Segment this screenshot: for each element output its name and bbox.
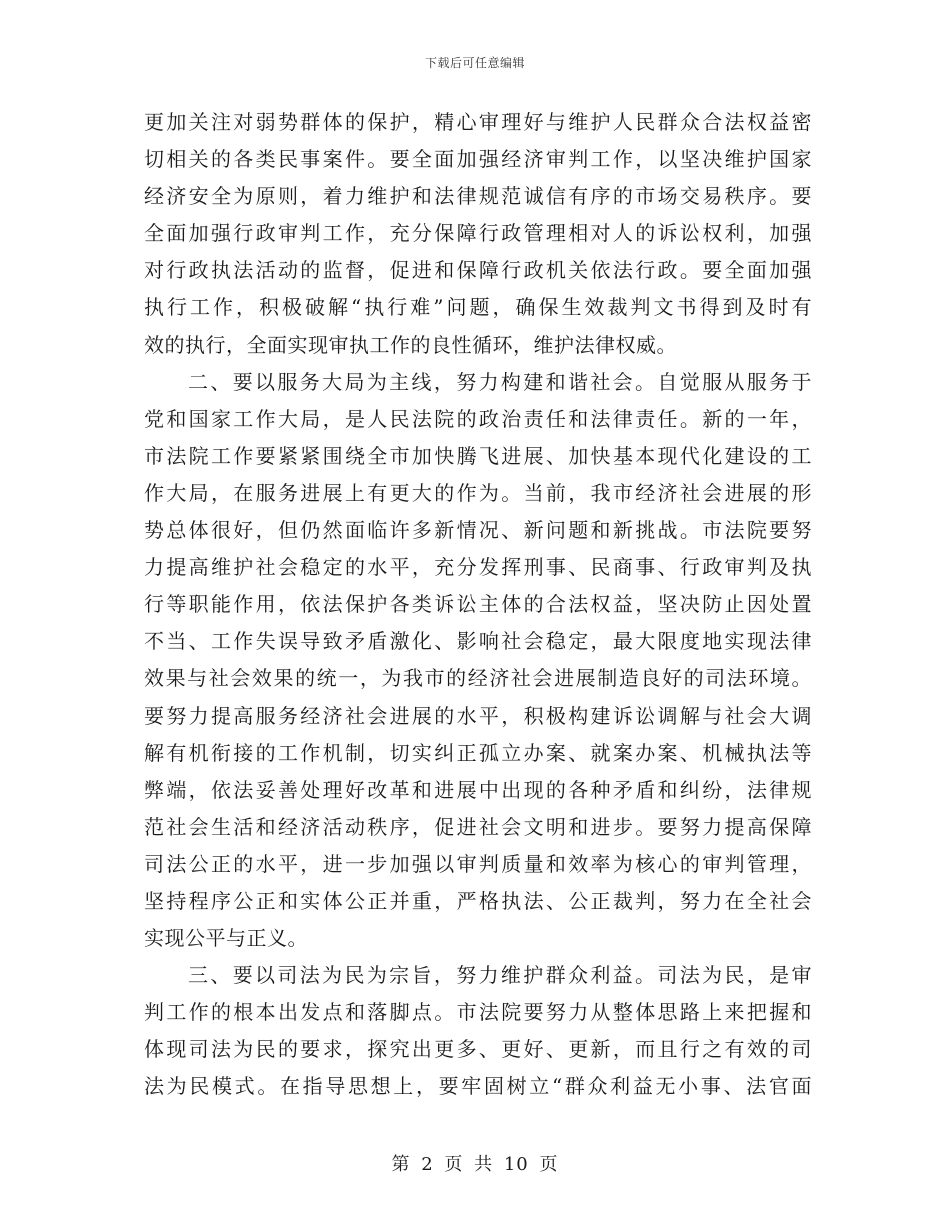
text-line: 全面加强行政审判工作，充分保障行政管理相对人的诉讼权利，加强 (144, 221, 812, 246)
text-line: 市法院工作要紧紧围绕全市加快腾飞进展、加快基本现代化建设的工 (144, 443, 812, 468)
text-line: 切相关的各类民事案件。要全面加强经济审判工作，以坚决维护国家 (144, 147, 812, 172)
text-line: 力提高维护社会稳定的水平，充分发挥刑事、民商事、行政审判及执 (144, 555, 812, 580)
page-header-note: 下载后可任意编辑 (424, 56, 525, 70)
text-line: 不当、工作失误导致矛盾激化、影响社会稳定，最大限度地实现法律 (144, 629, 812, 654)
text-line: 经济安全为原则，着力维护和法律规范诚信有序的市场交易秩序。要 (144, 184, 812, 209)
text-line: 执行工作，积极破解“执行难”问题，确保生效裁判文书得到及时有 (144, 295, 812, 320)
document-body (144, 104, 812, 1106)
text-line: 作大局，在服务进展上有更大的作为。当前，我市经济社会进展的形 (144, 480, 812, 505)
text-line: 对行政执法活动的监督，促进和保障行政机关依法行政。要全面加强 (144, 258, 812, 283)
text-line: 党和国家工作大局，是人民法院的政治责任和法律责任。新的一年， (144, 406, 812, 431)
text-line: 解有机衔接的工作机制，切实纠正孤立办案、就案办案、机械执法等 (144, 740, 812, 765)
text-line: 势总体很好，但仍然面临许多新情况、新问题和新挑战。市法院要努 (144, 518, 812, 543)
text-line: 更加关注对弱势群体的保护，精心审理好与维护人民群众合法权益密 (144, 110, 812, 134)
text-line: 坚持程序公正和实体公正并重，严格执法、公正裁判，努力在全社会 (144, 888, 812, 913)
text-line: 实现公平与正义。 (144, 926, 308, 951)
text-line: 三、要以司法为民为宗旨，努力维护群众利益。司法为民，是审 (188, 963, 812, 988)
text-line: 法为民模式。在指导思想上，要牢固树立“群众利益无小事、法官面 (144, 1074, 812, 1099)
text-line: 弊端，依法妥善处理好改革和进展中出现的各种矛盾和纠纷，法律规 (144, 777, 812, 802)
text-line: 效果与社会效果的统一，为我市的经济社会进展制造良好的司法环境。 (144, 666, 812, 691)
page-number-footer: 第 2 页 共 10 页 (391, 1154, 559, 1175)
text-line: 司法公正的水平，进一步加强以审判质量和效率为核心的审判管理， (144, 851, 812, 876)
text-line: 效的执行，全面实现审执工作的良性循环，维护法律权威。 (144, 332, 677, 357)
text-line: 范社会生活和经济活动秩序，促进社会文明和进步。要努力提高保障 (144, 814, 812, 839)
text-line: 行等职能作用，依法保护各类诉讼主体的合法权益，坚决防止因处置 (144, 592, 812, 617)
text-line: 判工作的根本出发点和落脚点。市法院要努力从整体思路上来把握和 (144, 1000, 812, 1025)
text-line: 二、要以服务大局为主线，努力构建和谐社会。自觉服从服务于 (188, 369, 812, 394)
text-line: 体现司法为民的要求，探究出更多、更好、更新，而且行之有效的司 (144, 1037, 812, 1062)
text-line: 要努力提高服务经济社会进展的水平，积极构建诉讼调解与社会大调 (144, 703, 812, 728)
